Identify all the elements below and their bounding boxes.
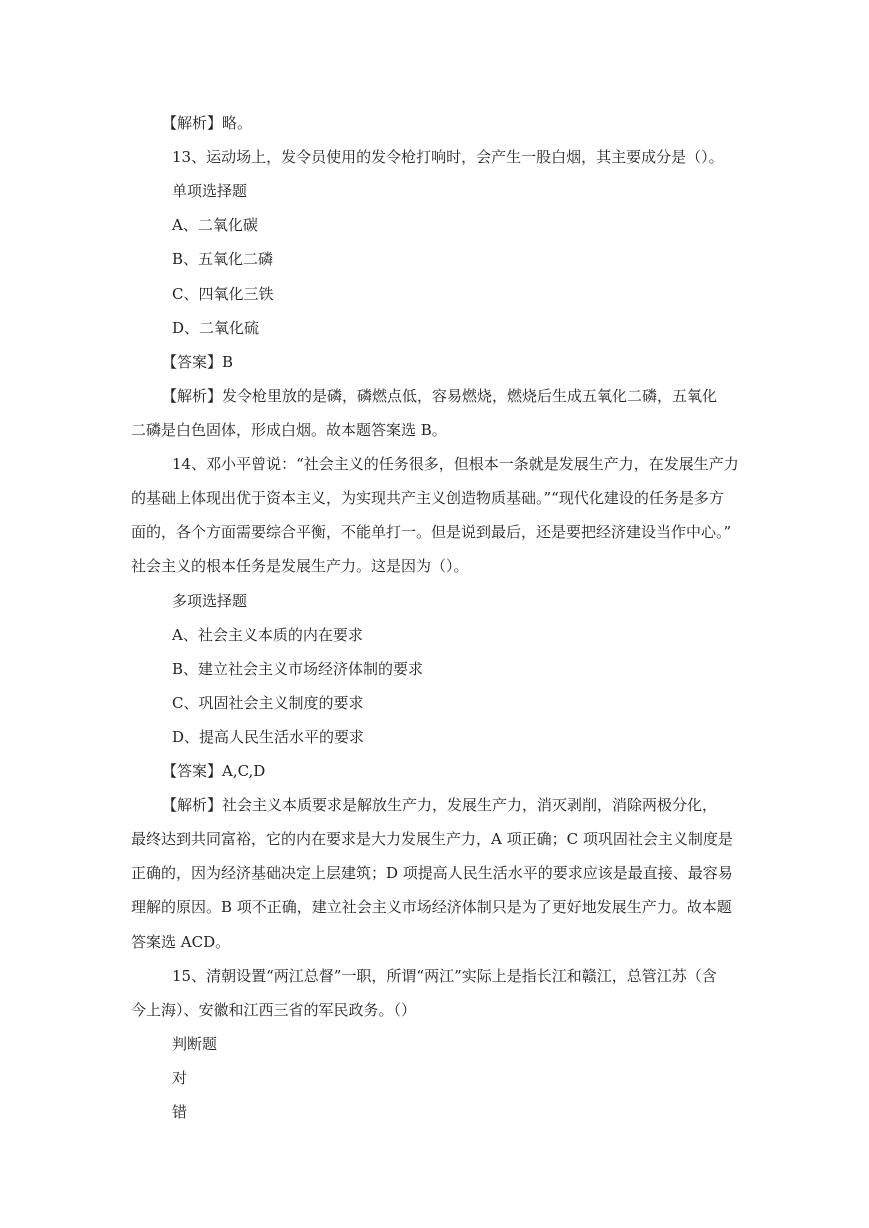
q14-type: 多项选择题 — [172, 592, 248, 610]
q14-stem-line-4: 社会主义的根本任务是发展生产力。这是因为（）。 — [131, 557, 469, 575]
q14-analysis-line-4: 理解的原因。B 项不正确，建立社会主义市场经济体制只是为了更好地发展生产力。故本题 — [131, 898, 732, 916]
q15-type: 判断题 — [172, 1035, 218, 1053]
q14-analysis-line-3: 正确的，因为经济基础决定上层建筑；D 项提高人民生活水平的要求应该是最直接、最容易 — [131, 864, 733, 882]
q13-option-d: D、二氧化硫 — [172, 319, 260, 337]
q14-option-b: B、建立社会主义市场经济体制的要求 — [172, 660, 424, 678]
q14-stem-line-3: 面的，各个方面需要综合平衡，不能单打一。但是说到最后，还是要把经济建设当作中心。” — [131, 523, 732, 541]
q14-option-a: A、社会主义本质的内在要求 — [172, 626, 363, 644]
q14-stem-line-2: 的基础上体现出优于资本主义，为实现共产主义创造物质基础。”“现代化建设的任务是多方 — [131, 489, 724, 507]
q14-stem-line-1: 14、邓小平曾说：“社会主义的任务很多，但根本一条就是发展生产力，在发展生产力 — [172, 455, 739, 473]
q13-option-c: C、四氧化三铁 — [172, 285, 274, 303]
q14-option-c: C、巩固社会主义制度的要求 — [172, 694, 364, 712]
q13-type: 单项选择题 — [172, 182, 248, 200]
q13-analysis-line-2: 二磷是白色固体，形成白烟。故本题答案选 B。 — [131, 421, 447, 439]
q14-analysis-line-2: 最终达到共同富裕，它的内在要求是大力发展生产力，A 项正确；C 项巩固社会主义制度是 — [131, 830, 733, 848]
q13-option-b: B、五氧化二磷 — [172, 250, 274, 268]
q13-answer: 【答案】B — [162, 353, 234, 371]
q14-answer: 【答案】A,C,D — [162, 762, 266, 780]
q15-option-false: 错 — [172, 1103, 188, 1121]
q14-analysis-line-5: 答案选 ACD。 — [131, 933, 231, 951]
previous-analysis: 【解析】略。 — [162, 114, 253, 132]
q13-analysis-line-1: 【解析】发令枪里放的是磷，磷燃点低，容易燃烧，燃烧后生成五氧化二磷，五氧化 — [162, 387, 718, 405]
q14-option-d: D、提高人民生活水平的要求 — [172, 728, 365, 746]
q15-option-true: 对 — [172, 1069, 188, 1087]
q15-stem-line-1: 15、清朝设置“两江总督”一职，所谓“两江”实际上是指长江和赣江，总管江苏（含 — [172, 967, 717, 985]
q13-stem: 13、运动场上，发令员使用的发令枪打响时，会产生一股白烟，其主要成分是（）。 — [172, 148, 724, 166]
q15-stem-line-2: 今上海）、安徽和江西三省的军民政务。（） — [131, 1001, 417, 1019]
q13-option-a: A、二氧化碳 — [172, 216, 258, 234]
q14-analysis-line-1: 【解析】社会主义本质要求是解放生产力，发展生产力，消灭剥削，消除两极分化， — [162, 796, 718, 814]
